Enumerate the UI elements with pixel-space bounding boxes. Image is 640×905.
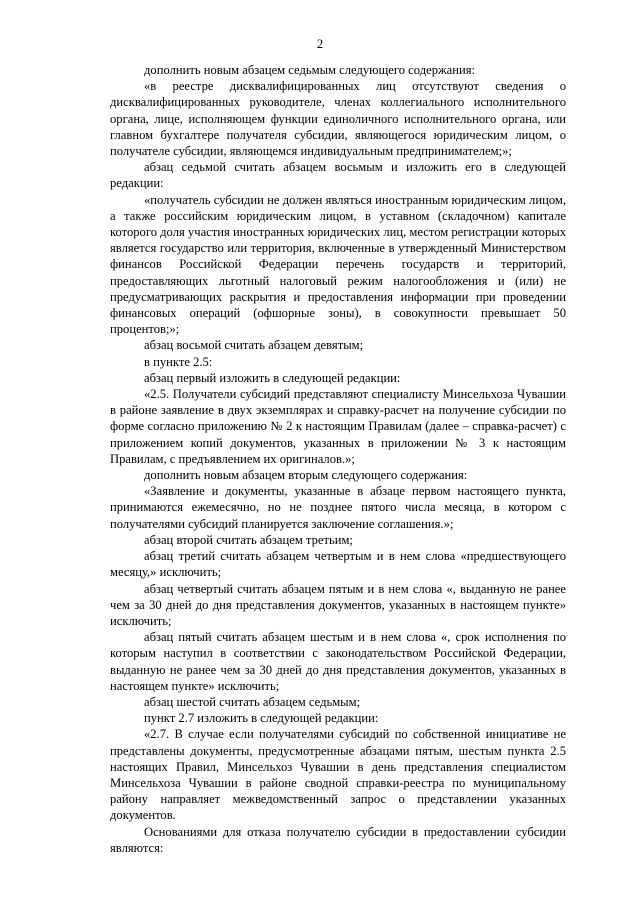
document-body xyxy=(110,62,566,856)
paragraph: абзац второй считать абзацем третьим; xyxy=(144,532,353,547)
paragraph: абзац четвертый считать абзацем пятым и в нем слова «, выданную не ранее чем за 30 дней до дня представления документов, указанных в настоящем пункте» исключить; xyxy=(110,581,566,628)
paragraph: «2.5. Получатели субсидий представляют специалисту Минсельхоза Чувашии в районе заявление в двух экземплярах и справку-расчет на получение субсидии по форме согласно приложению № 2 к настоящим Правилам (далее – справка-расчет) с приложением копий документов, указанных в приложении № 3 к настоящим Правилам, с предъявлением их оригиналов.»; xyxy=(110,387,566,466)
paragraph: абзац седьмой считать абзацем восьмым и изложить его в следующей редакции: xyxy=(110,160,566,191)
paragraph: Основаниями для отказа получателю субсидии в предоставлении субсидии являются: xyxy=(110,824,566,855)
paragraph: «2.7. В случае если получателями субсидий по собственной инициативе не представлены документы, предусмотренные абзацами пятым, шестым пункта 2.5 настоящих Правил, Минсельхоз Чувашии в день представления специалистом Минсельхоза Чувашии в районе сводной справки-реестра по муниципальному району направляет межведомственный запрос о представлении указанных документов. xyxy=(110,727,566,823)
paragraph: «в реестре дисквалифицированных лиц отсутствуют сведения о дисквалифицированных руководителе, членах коллегиального исполнительного органа, лице, исполняющем функции единоличного исполнительного органа, или главном бухгалтере получателя субсидии, являющегося юридическим лицом, о получателе субсидии, являющемся индивидуальным предпринимателем;»; xyxy=(110,79,566,159)
paragraph: дополнить новым абзацем седьмым следующего содержания: xyxy=(144,63,476,77)
paragraph: в пункте 2.5: xyxy=(144,354,213,369)
paragraph: абзац пятый считать абзацем шестым и в нем слова «, срок исполнения по которым наступил в соответствии с законодательством Российской Федерации, выданную не ранее чем за 30 дней до дня представления документов, указанных в настоящем пункте» исключить; xyxy=(110,630,566,693)
page-number: 2 xyxy=(316,37,324,51)
paragraph: абзац первый изложить в следующей редакции: xyxy=(144,370,401,385)
paragraph: дополнить новым абзацем вторым следующего содержания: xyxy=(144,468,468,483)
paragraph: «получатель субсидии не должен являться иностранным юридическим лицом, а также российским юридическим лицом, в уставном (складочном) капитале которого доля участия иностранных юридических лиц, местом регистрации которых является государство или территория, включенные в утвержденный Министерством финансов Российской Федерации перечень государств и территорий, предоставляющих льготный налоговый режим налогообложения и (или) не предусматривающих раскрытия и предоставления информации при проведении финансовых операций (офшорные зоны), в совокупности превышает 50 процентов;»; xyxy=(110,192,566,337)
paragraph: абзац третий считать абзацем четвертым и в нем слова «предшествующего месяцу,» исключить; xyxy=(110,549,566,580)
paragraph: абзац шестой считать абзацем седьмым; xyxy=(144,694,361,709)
paragraph: абзац восьмой считать абзацем девятым; xyxy=(144,338,364,353)
paragraph: пункт 2.7 изложить в следующей редакции: xyxy=(144,711,379,726)
paragraph: «Заявление и документы, указанные в абзаце первом настоящего пункта, принимаются ежемесячно, но не позднее пятого числа месяца, в котором с получателями субсидий планируется заключение соглашения.»; xyxy=(110,484,566,531)
